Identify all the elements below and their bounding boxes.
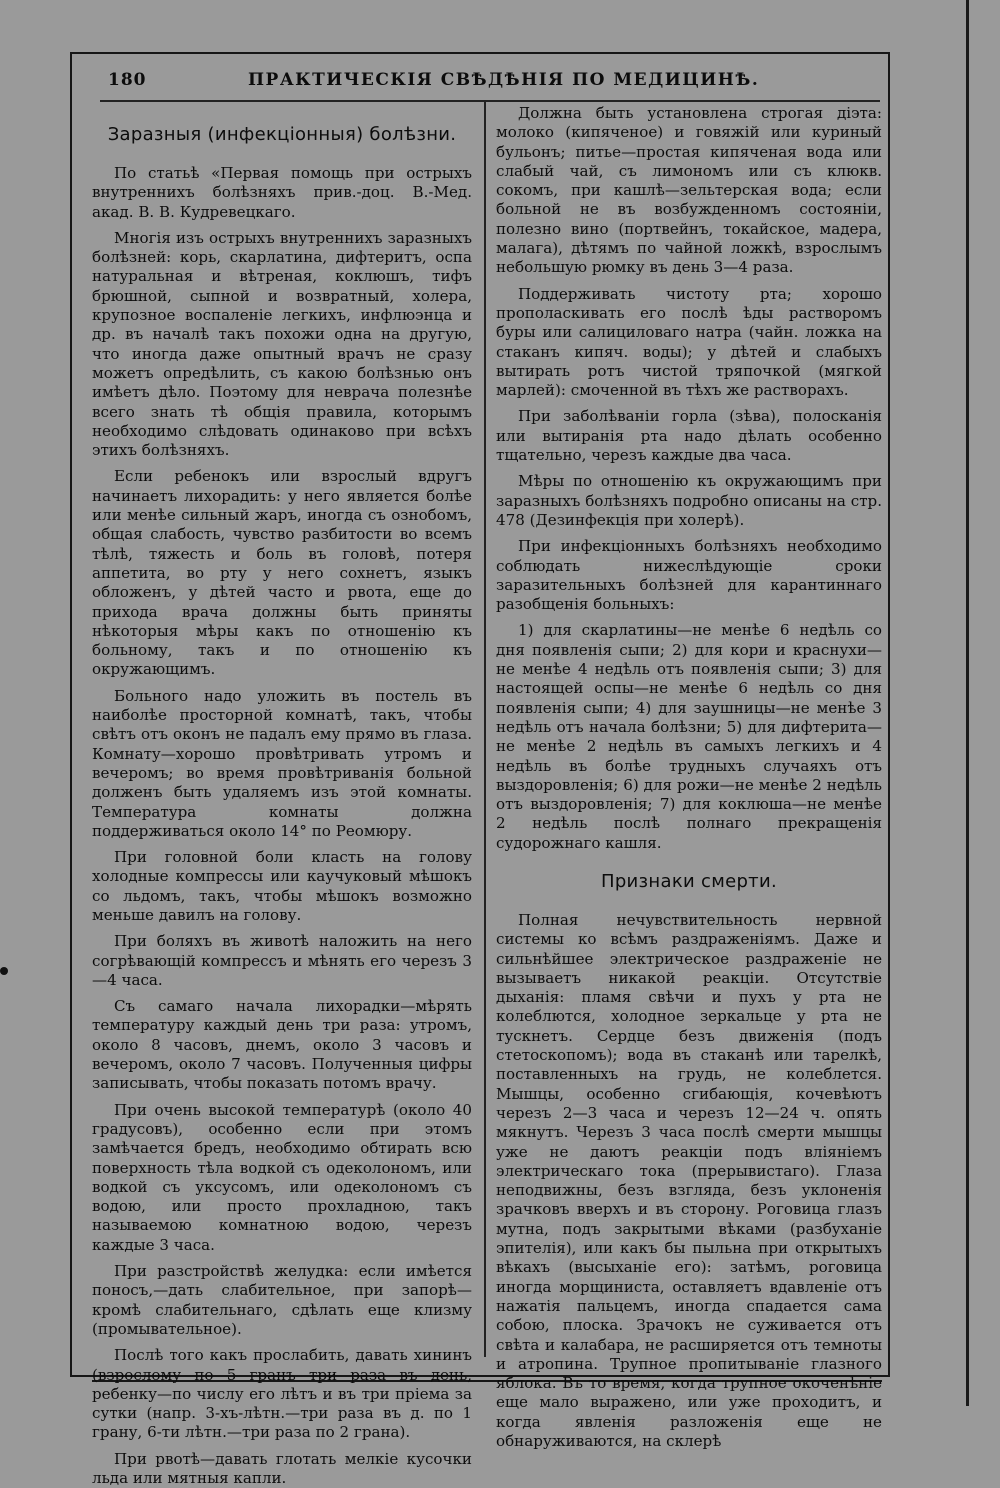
paragraph: Многія изъ острыхъ внутреннихъ заразныхъ болѣзней: корь, скарлатина, дифтеритъ, оспа натуральная и вѣтреная, коклюшъ, тифъ брюшной, сыпной и возвратный, холера, крупозное воспаленіе легкихъ, инфлюэнца и др. въ началѣ такъ похожи одна на другую, что иногда даже опытный врачъ не сразу можетъ опредѣлить, съ какою болѣзнью онъ имѣетъ дѣло. Поэтому для неврача полезнѣе всего знать тѣ общія правила, которымъ необходимо слѣдовать одинаково при всѣхъ этихъ болѣзняхъ. <box>92 228 472 460</box>
paragraph: Мѣры по отношенію къ окружающимъ при заразныхъ болѣзняхъ подробно описаны на стр. 478 (Дезинфекція при холерѣ). <box>496 472 882 529</box>
paragraph: Полная нечувствительность нервной системы ко всѣмъ раздраженіямъ. Даже и сильнѣйшее электрическое раздраженіе не вызываетъ никакой реакціи. Отсутствіе дыханія: пламя свѣчи и пухъ у рта не колеблются, холодное зеркальце у рта не тускнетъ. Сердце безъ движенія (подъ стетоскопомъ); вода въ стаканѣ или тарелкѣ, поставленныхъ на грудь, не колеблется. Мышцы, особенно сгибающія, кочевѣютъ черезъ 2—3 часа и черезъ 12—24 ч. опять мякнутъ. Черезъ 3 часа послѣ смерти мышцы уже не даютъ реакціи подъ вліяніемъ электрическаго тока (прерывистаго). Глаза неподвижны, безъ взгляда, безъ уклоненія зрачковъ вверхъ и въ сторону. Роговица глазъ мутна, подъ закрытыми вѣками (разбуханіе эпителія), или какъ бы пыльна при открытыхъ вѣкахъ (высыханіе его): затѣмъ, роговица иногда морщиниста, оставляетъ вдавленіе отъ нажатія пальцемъ, иногда спадается сама собою, плоска. Зрачокъ не суживается отъ свѣта и калабара, не расширяется отъ темноты и атропина. Трупное пропитываніе глазного яблока. Въ то время, когда трупное окоченѣніе еще мало выражено, или уже проходитъ, и когда явленія разложенія еще не обнаруживаются, на склерѣ <box>496 910 882 1450</box>
section-title-death-signs: Признаки смерти. <box>600 870 777 892</box>
running-head: ПРАКТИЧЕСКІЯ СВѢДѢНІЯ ПО МЕДИЦИНѢ. <box>248 70 760 90</box>
paragraph: Больного надо уложить въ постель въ наиболѣе просторной комнатѣ, такъ, чтобы свѣтъ отъ оконъ не падалъ ему прямо въ глаза. Комнату—хорошо провѣтривать утромъ и вечеромъ; во время провѣтриванія больной долженъ быть удаляемъ изъ этой комнаты. Температура комнаты должна поддерживаться около 14° по Реомюру. <box>92 686 472 840</box>
scan-edge-line <box>966 0 969 1406</box>
paragraph: При рвотѣ—давать глотать мелкіе кусочки льда или мятныя капли. <box>92 1449 472 1487</box>
paragraph: Если ребенокъ или взрослый вдругъ начинаетъ лихорадить: у него является болѣе или менѣе сильный жаръ, иногда съ ознобомъ, общая слабость, чувство разбитости во всемъ тѣлѣ, тяжесть и боль въ головѣ, потеря аппетита, во рту у него сохнетъ, языкъ обложенъ, у дѣтей часто и рвота, еще до прихода врача должны быть приняты нѣкоторыя мѣры какъ по отношенію къ больному, такъ и по отношенію къ окружающимъ. <box>92 467 472 679</box>
paragraph: При головной боли класть на голову холодные компрессы или каучуковый мѣшокъ со льдомъ, такъ, чтобы мѣшокъ возможно меньше давилъ на голову. <box>92 848 472 924</box>
section-title-infectious: Заразныя (инфекціонныя) болѣзни. <box>107 124 457 145</box>
paragraph: Послѣ того какъ прослабить, давать хининъ (взрослому по 5 гранъ три раза въ день, ребенку—по числу его лѣтъ и въ три пріема за сутки (напр. 3-хъ-лѣтн.—три раза въ д. по 1 грану, 6-ти лѣтн.—три раза по 2 грана). <box>92 1346 472 1442</box>
paragraph: При боляхъ въ животѣ наложить на него согрѣвающій компрессъ и мѣнять его черезъ 3—4 часа. <box>92 932 472 989</box>
paragraph: 1) для скарлатины—не менѣе 6 недѣль со дня появленія сыпи; 2) для кори и краснухи—не менѣе 4 недѣль отъ появленія сыпи; 3) для настоящей оспы—не менѣе 6 недѣль со дня появленія сыпи; 4) для заушницы—не менѣе 3 недѣль отъ начала болѣзни; 5) для дифтерита—не менѣе 2 недѣль въ самыхъ легкихъ и 4 недѣль въ болѣе трудныхъ случаяхъ отъ выздоровленія; 6) для рожи—не менѣе 2 недѣль отъ выздоровленія; 7) для коклюша—не менѣе 2 недѣль послѣ полнаго прекращенія судорожнаго кашля. <box>496 621 882 852</box>
page-header <box>108 68 878 98</box>
paragraph: Поддерживать чистоту рта; хорошо прополаскивать его послѣ ѣды растворомъ буры или салициловаго натра (чайн. ложка на стаканъ кипяч. воды); у дѣтей и слабыхъ вытирать ротъ чистой тряпочкой (мягкой марлей): смоченной въ тѣхъ же растворахъ. <box>496 284 882 400</box>
right-column <box>496 104 882 1450</box>
scan-artifact-dot <box>0 967 8 975</box>
paragraph: При разстройствѣ желудка: если имѣется поносъ,—дать слабительное, при запорѣ—кромѣ слабительнаго, сдѣлать еще клизму (промывательное). <box>92 1262 472 1338</box>
paragraph: При заболѣваніи горла (зѣва), полосканія или вытиранія рта надо дѣлать особенно тщательно, черезъ каждые два часа. <box>496 407 882 465</box>
paragraph: При очень высокой температурѣ (около 40 градусовъ), особенно если при этомъ замѣчается бредъ, необходимо обтирать всю поверхность тѣла водкой съ одеколономъ, или водкой съ уксусомъ, или одеколономъ съ водою, или просто прохладною, такъ называемою комнатною водою, черезъ каждые 3 часа. <box>92 1100 472 1254</box>
paragraph: По статьѣ «Первая помощь при острыхъ внутреннихъ болѣзняхъ прив.-доц. В.-Мед. акад. В. В. Кудревецкаго. <box>92 164 472 221</box>
paragraph: Должна быть установлена строгая діэта: молоко (кипяченое) и говяжій или куриный бульонъ; питье—простая кипяченая вода или слабый чай, съ лимономъ или съ клюкв. сокомъ, при кашлѣ—зельтерская вода; если больной не въ возбужденномъ состояніи, полезно вино (портвейнъ, токайское, мадера, малага), дѣтямъ по чайной ложкѣ, взрослымъ небольшую рюмку въ день 3—4 раза. <box>496 104 882 277</box>
header-rule <box>100 100 880 102</box>
left-column <box>92 108 472 1487</box>
paragraph: Съ самаго начала лихорадки—мѣрять температуру каждый день три раза: утромъ, около 8 часовъ, днемъ, около 3 часовъ и вечеромъ, около 7 часовъ. Полученныя цифры записывать, чтобы показать потомъ врачу. <box>92 997 472 1093</box>
paragraph: При инфекціонныхъ болѣзняхъ необходимо соблюдать нижеслѣдующіе сроки заразительныхъ болѣзней для карантиннаго разобщенія больныхъ: <box>496 537 882 614</box>
column-divider <box>484 102 486 1357</box>
page-number: 180 <box>108 70 147 90</box>
